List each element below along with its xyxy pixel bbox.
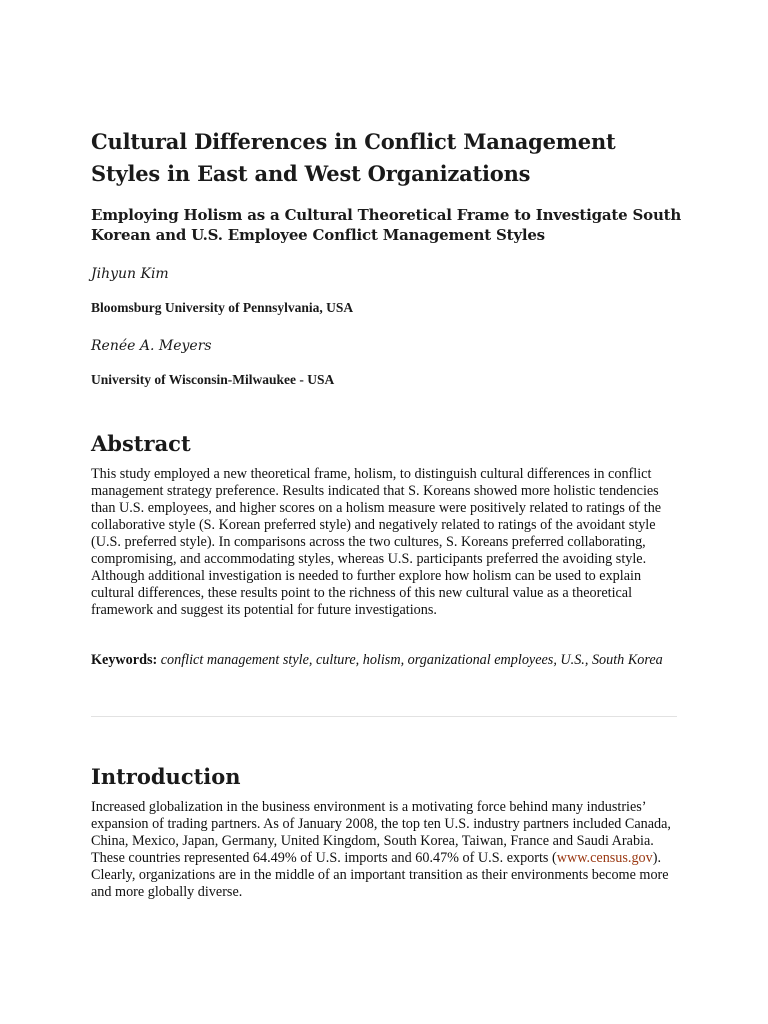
introduction-body	[91, 799, 681, 901]
introduction-text-before-link: Increased globalization in the business environment is a motivating force behind many industries’ expansion of trading partners. As of January 2008, the top ten U.S. industry partners included Canada, China, Mexico, Japan, Germany, United Kingdom, South Korea, Taiwan, France and Saudi Arabia. These countries represented 64.49% of U.S. imports and 60.47% of U.S. exports (	[91, 799, 671, 866]
document-title: Cultural Differences in Conflict Management Styles in East and West Organizations	[91, 129, 616, 186]
author-affiliation-2: University of Wisconsin-Milwaukee - USA	[91, 372, 335, 387]
keywords-label: Keywords:	[91, 652, 158, 668]
keywords-line	[91, 652, 681, 669]
author-affiliation-1: Bloomsburg University of Pennsylvania, USA	[91, 300, 354, 315]
introduction-heading: Introduction	[91, 764, 241, 789]
abstract-body: This study employed a new theoretical frame, holism, to distinguish cultural differences in conflict management strategy preference. Results indicated that S. Koreans showed more holistic tendencies than U.S. employees, and higher scores on a holism measure were positively related to ratings of the collaborative style (S. Korean preferred style) and negatively related to ratings of the avoidant style (U.S. preferred style). In comparisons across the two cultures, S. Koreans preferred collaborating, compromising, and accommodating styles, whereas U.S. participants preferred the avoiding style. Although additional investigation is needed to further explore how holism can be used to explain cultural differences, these results point to the richness of this new cultural value as a theoretical framework and suggest its potential for future investigations.	[91, 466, 662, 618]
author-name-1: Jihyun Kim	[91, 266, 169, 282]
abstract-heading: Abstract	[91, 431, 191, 456]
author-name-2: Renée A. Meyers	[91, 338, 212, 354]
document-subtitle: Employing Holism as a Cultural Theoretical Frame to Investigate South Korean and U.S. Employee Conflict Management Styles	[91, 206, 682, 244]
census-link[interactable]: www.census.gov	[556, 850, 653, 866]
section-divider	[91, 716, 677, 717]
introduction-text-after-link: ). Clearly, organizations are in the middle of an important transition as their environments become more and more globally diverse.	[91, 850, 669, 900]
keywords-list: conflict management style, culture, holism, organizational employees, U.S., South Korea	[160, 652, 663, 668]
